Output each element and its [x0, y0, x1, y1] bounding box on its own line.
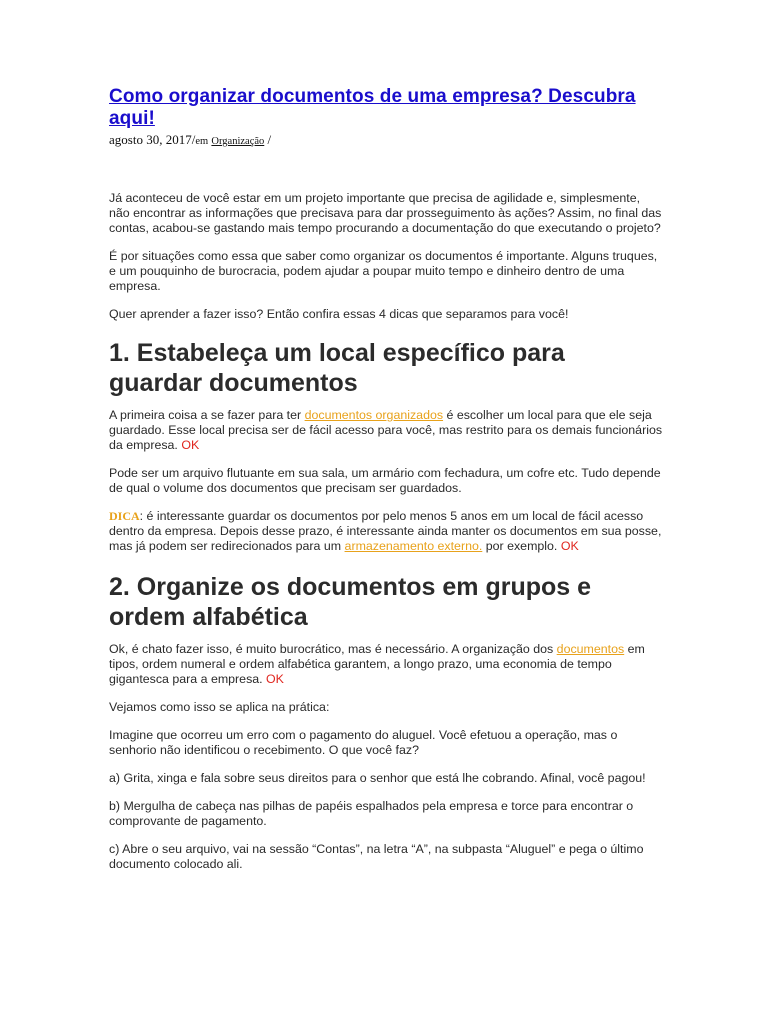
category-link[interactable]: Organização	[211, 136, 265, 147]
armazenamento-externo-link[interactable]: armazenamento externo.	[344, 539, 483, 553]
section-1-paragraph-1	[109, 408, 664, 453]
post-title-link[interactable]: Como organizar documentos de uma empresa? Descubra aqui!	[109, 86, 636, 129]
section-2-heading: 2. Organize os documentos em grupos e ordem alfabética	[109, 573, 592, 631]
ok-label: OK	[266, 672, 284, 686]
meta-em: em	[195, 136, 209, 147]
documentos-link[interactable]: documentos	[556, 642, 625, 656]
text-run: Ok, é chato fazer isso, é muito burocrático, mas é necessário. A organização dos	[109, 642, 557, 656]
section-2-paragraph-1	[109, 642, 664, 687]
section-1-paragraph-2: Pode ser um arquivo flutuante em sua sala, um armário com fechadura, um cofre etc. Tudo depende de qual o volume dos documentos que precisam ser guardados.	[109, 466, 661, 495]
intro-paragraph-2: É por situações como essa que saber como organizar os documentos é importante. Alguns truques, e um pouquinho de burocracia, podem ajudar a poupar muito tempo e dinheiro dentro de uma empresa.	[109, 249, 658, 293]
text-run: : é interessante guardar os documentos por pelo menos 5 anos em um local de fácil acesso dentro da empresa. Depois desse prazo, é interessante ainda manter os documentos em sua posse, mas já podem ser redirecionados para um	[109, 509, 662, 553]
section-1-heading: 1. Estabeleça um local específico para guardar documentos	[109, 339, 565, 397]
option-b-paragraph: b) Mergulha de cabeça nas pilhas de papéis espalhados pela empresa e torce para encontrar o comprovante de pagamento.	[109, 799, 634, 828]
tip-label: DICA	[109, 509, 140, 523]
text-run: é escolher um local para que ele seja guardado. Esse local precisa ser de fácil acesso para você, mas restrito para os demais funcionários da empresa.	[109, 408, 663, 452]
meta-separator: /	[191, 132, 196, 147]
text-run: em tipos, ordem numeral e ordem alfabética garantem, a longo prazo, uma economia de tempo gigantesca para a empresa.	[109, 642, 645, 686]
post-date: agosto 30, 2017	[109, 132, 192, 147]
section-1-tip-paragraph	[109, 509, 664, 554]
section-2-paragraph-3: Imagine que ocorreu um erro com o pagamento do aluguel. Você efetuou a operação, mas o senhorio não identificou o recebimento. O que você faz?	[109, 728, 618, 757]
option-c-paragraph: c) Abre o seu arquivo, vai na sessão “Contas”, na letra “A”, na subpasta “Aluguel” e pega o último documento colocado ali.	[109, 842, 644, 871]
ok-label: OK	[181, 438, 200, 452]
post-meta	[109, 132, 664, 150]
text-run: A primeira coisa a se fazer para ter	[109, 408, 305, 422]
documentos-organizados-link[interactable]: documentos organizados	[304, 408, 444, 422]
ok-label: OK	[560, 539, 579, 553]
intro-paragraph-1: Já aconteceu de você estar em um projeto importante que precisa de agilidade e, simplesmente, não encontrar as informações que precisava para dar prosseguimento às ações? Assim, no final das contas, acabou-se gastando mais tempo procurando a documentação do que executando o projeto?	[109, 191, 662, 235]
meta-trail: /	[267, 132, 272, 147]
section-2-paragraph-2: Vejamos como isso se aplica na prática:	[109, 700, 330, 714]
intro-paragraph-3: Quer aprender a fazer isso? Então confira essas 4 dicas que separamos para você!	[109, 307, 569, 321]
option-a-paragraph: a) Grita, xinga e fala sobre seus direitos para o senhor que está lhe cobrando. Afinal, você pagou!	[109, 771, 646, 785]
article	[109, 86, 664, 872]
text-run: por exemplo.	[482, 539, 561, 553]
